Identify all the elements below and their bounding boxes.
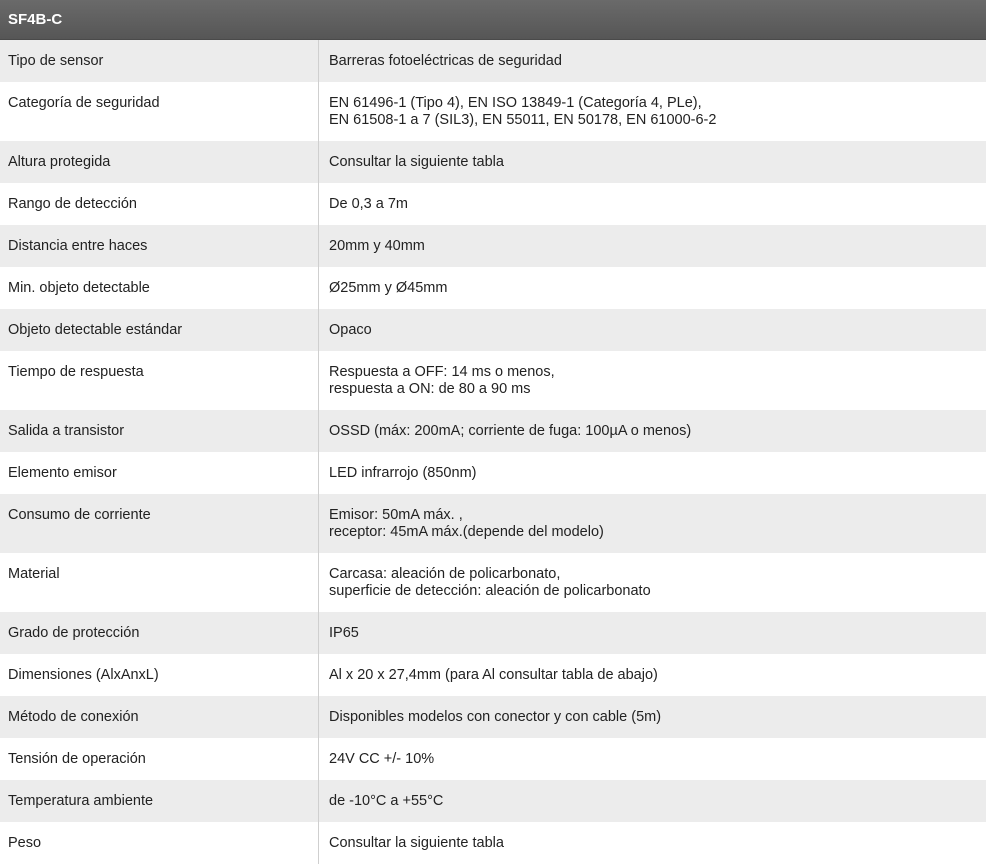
row-value bbox=[319, 225, 986, 267]
row-label: Elemento emisor bbox=[0, 452, 319, 494]
row-value bbox=[319, 654, 986, 696]
row-label: Rango de detección bbox=[0, 183, 319, 225]
table-row bbox=[0, 267, 986, 309]
row-value-line: superficie de detección: aleación de policarbonato bbox=[329, 583, 651, 599]
row-value-line: IP65 bbox=[329, 625, 359, 641]
row-value bbox=[319, 351, 986, 410]
row-value-line: Ø25mm y Ø45mm bbox=[329, 280, 448, 296]
table-row bbox=[0, 40, 986, 82]
row-value-line: receptor: 45mA máx.(depende del modelo) bbox=[329, 524, 604, 540]
row-label: Peso bbox=[0, 822, 319, 864]
table-row bbox=[0, 494, 986, 553]
row-value bbox=[319, 553, 986, 612]
row-value bbox=[319, 696, 986, 738]
row-value bbox=[319, 141, 986, 183]
row-value bbox=[319, 822, 986, 864]
row-label: Consumo de corriente bbox=[0, 494, 319, 553]
row-label: Temperatura ambiente bbox=[0, 780, 319, 822]
row-value-line: Emisor: 50mA máx. , bbox=[329, 507, 463, 523]
row-value bbox=[319, 183, 986, 225]
row-value-line: 20mm y 40mm bbox=[329, 238, 425, 254]
table-row bbox=[0, 780, 986, 822]
row-value bbox=[319, 410, 986, 452]
row-label: Min. objeto detectable bbox=[0, 267, 319, 309]
table-title: SF4B-C bbox=[0, 0, 986, 40]
table-row bbox=[0, 309, 986, 351]
row-value-line: Al x 20 x 27,4mm (para Al consultar tabla de abajo) bbox=[329, 667, 658, 683]
row-label: Material bbox=[0, 553, 319, 612]
row-value-line: EN 61496-1 (Tipo 4), EN ISO 13849-1 (Categoría 4, PLe), bbox=[329, 95, 702, 111]
table-body bbox=[0, 40, 986, 864]
row-value bbox=[319, 494, 986, 553]
row-value-line: EN 61508-1 a 7 (SIL3), EN 55011, EN 50178, EN 61000-6-2 bbox=[329, 112, 717, 128]
row-value-line: Carcasa: aleación de policarbonato, bbox=[329, 566, 561, 582]
table-row bbox=[0, 141, 986, 183]
table-row bbox=[0, 452, 986, 494]
row-label: Tensión de operación bbox=[0, 738, 319, 780]
table-row bbox=[0, 553, 986, 612]
row-label: Salida a transistor bbox=[0, 410, 319, 452]
table-row bbox=[0, 822, 986, 864]
row-value-line: Consultar la siguiente tabla bbox=[329, 154, 504, 170]
table-row bbox=[0, 351, 986, 410]
row-value-line: OSSD (máx: 200mA; corriente de fuga: 100µA o menos) bbox=[329, 423, 692, 439]
row-value-line: 24V CC +/- 10% bbox=[329, 751, 435, 767]
row-value-line: LED infrarrojo (850nm) bbox=[329, 465, 477, 481]
row-value-line: Barreras fotoeléctricas de seguridad bbox=[329, 53, 562, 69]
table-row bbox=[0, 410, 986, 452]
row-value bbox=[319, 738, 986, 780]
row-label: Objeto detectable estándar bbox=[0, 309, 319, 351]
row-label: Método de conexión bbox=[0, 696, 319, 738]
row-label: Altura protegida bbox=[0, 141, 319, 183]
table-row bbox=[0, 225, 986, 267]
row-label: Distancia entre haces bbox=[0, 225, 319, 267]
row-label: Categoría de seguridad bbox=[0, 82, 319, 141]
row-value bbox=[319, 452, 986, 494]
table-row bbox=[0, 183, 986, 225]
row-label: Tipo de sensor bbox=[0, 40, 319, 82]
row-value-line: Opaco bbox=[329, 322, 372, 338]
table-row bbox=[0, 738, 986, 780]
row-value bbox=[319, 612, 986, 654]
row-value-line: de -10°C a +55°C bbox=[329, 793, 444, 809]
row-value bbox=[319, 780, 986, 822]
row-value-line: De 0,3 a 7m bbox=[329, 196, 408, 212]
table-row bbox=[0, 82, 986, 141]
table-row bbox=[0, 654, 986, 696]
row-value-line: Disponibles modelos con conector y con cable (5m) bbox=[329, 709, 662, 725]
table-row bbox=[0, 696, 986, 738]
row-value bbox=[319, 309, 986, 351]
row-value bbox=[319, 267, 986, 309]
table-row bbox=[0, 612, 986, 654]
row-value bbox=[319, 82, 986, 141]
row-value bbox=[319, 40, 986, 82]
row-label: Dimensiones (AlxAnxL) bbox=[0, 654, 319, 696]
row-value-line: Respuesta a OFF: 14 ms o menos, bbox=[329, 364, 555, 380]
row-value-line: Consultar la siguiente tabla bbox=[329, 835, 504, 851]
row-label: Tiempo de respuesta bbox=[0, 351, 319, 410]
row-label: Grado de protección bbox=[0, 612, 319, 654]
row-value-line: respuesta a ON: de 80 a 90 ms bbox=[329, 381, 531, 397]
